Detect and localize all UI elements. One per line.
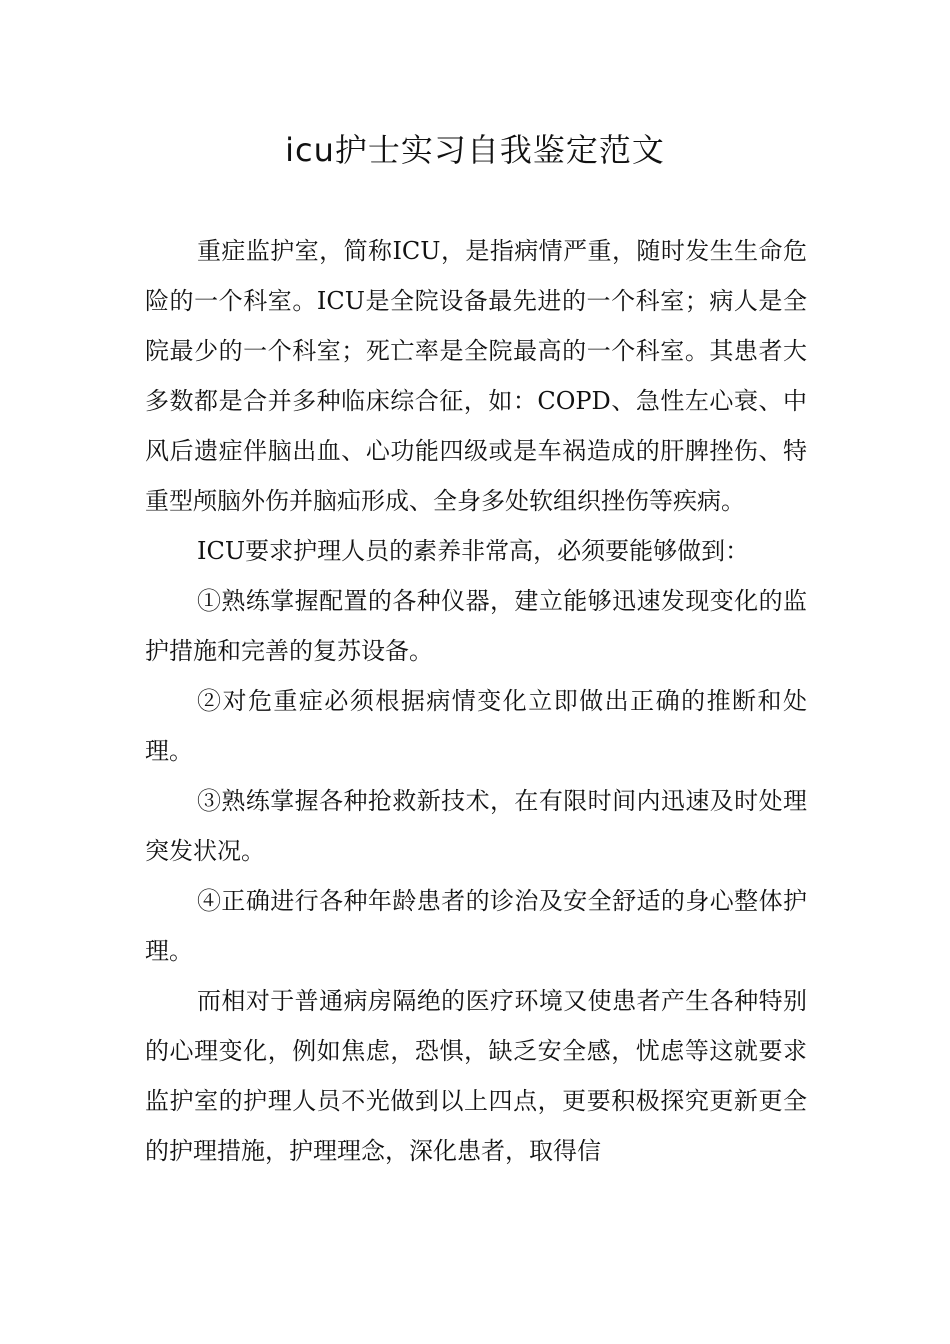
paragraph-icu-intro: 重症监护室，简称ICU，是指病情严重，随时发生生命危险的一个科室。ICU是全院设备最先进的一个科室；病人是全院最少的一个科室；死亡率是全院最高的一个科室。其患者大多数都是合并多种临床综合征，如：COPD、急性左心衰、中风后遗症伴脑出血、心功能四级或是车祸造成的肝脾挫伤、特重型颅脑外伤并脑疝形成、全身多处软组织挫伤等疾病。: [145, 237, 807, 515]
paragraph-requirement-4: ④正确进行各种年龄患者的诊治及安全舒适的身心整体护理。: [145, 887, 807, 965]
document-body: [145, 226, 807, 1176]
paragraph-requirements-lead: ICU要求护理人员的素养非常高，必须要能够做到：: [197, 537, 750, 565]
paragraph-psychology: 而相对于普通病房隔绝的医疗环境又使患者产生各种特别的心理变化，例如焦虑，恐惧，缺乏安全感，忧虑等这就要求监护室的护理人员不光做到以上四点，更要积极探究更新更全的护理措施，护理理念，深化患者，取得信: [145, 987, 807, 1165]
document-title: icu护士实习自我鉴定范文: [285, 131, 665, 169]
paragraph-requirement-3: ③熟练掌握各种抢救新技术，在有限时间内迅速及时处理突发状况。: [145, 787, 807, 865]
paragraph-requirement-1: ①熟练掌握配置的各种仪器，建立能够迅速发现变化的监护措施和完善的复苏设备。: [145, 587, 807, 665]
paragraph-requirement-2: ②对危重症必须根据病情变化立即做出正确的推断和处理。: [145, 687, 807, 765]
